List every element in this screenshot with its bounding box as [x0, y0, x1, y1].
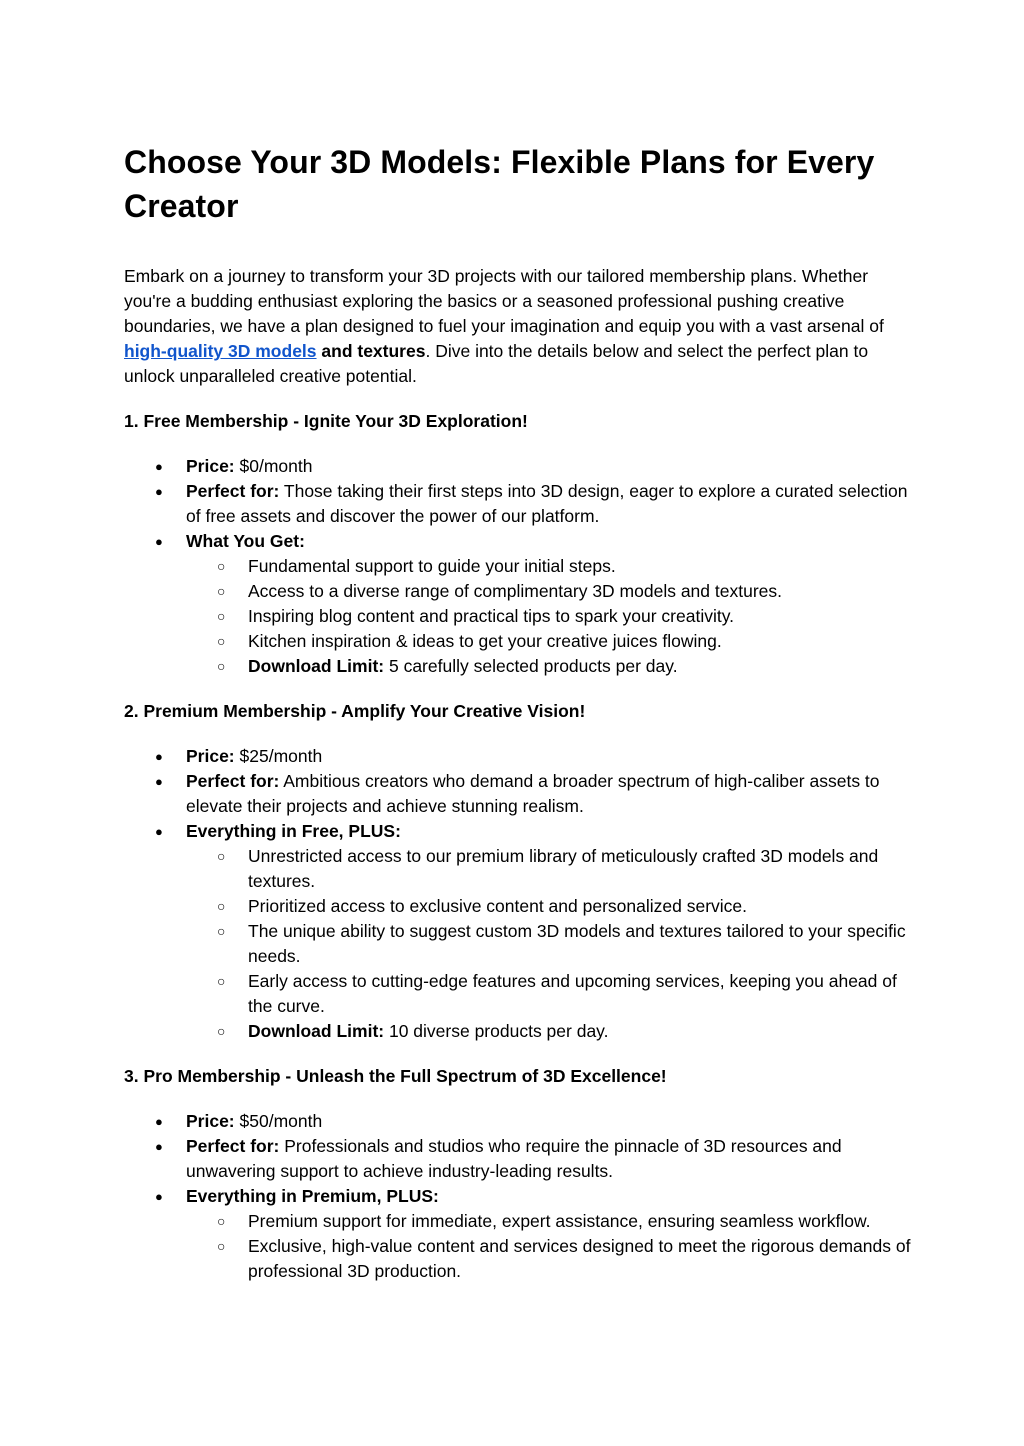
plan-heading: 2. Premium Membership - Amplify Your Creative Vision!: [124, 701, 586, 721]
plan-heading: 3. Pro Membership - Unleash the Full Spectrum of 3D Excellence!: [124, 1066, 667, 1086]
plan-heading: 1. Free Membership - Ignite Your 3D Exploration!: [124, 411, 528, 431]
download-limit-item: [248, 654, 914, 679]
features-label: Everything in Free, PLUS:: [186, 821, 401, 841]
feature-item: ○ Kitchen inspiration & ideas to get your creative juices flowing.: [248, 629, 914, 654]
price-item: [186, 744, 914, 769]
price-value: $25/month: [234, 746, 323, 766]
feature-item: ○ Access to a diverse range of complimentary 3D models and textures.: [248, 579, 914, 604]
features-list: [186, 554, 914, 679]
features-list: [186, 1209, 914, 1284]
features-item: [186, 819, 914, 1044]
perfect-for-value: Professionals and studios who require the pinnacle of 3D resources and unwavering support to achieve industry-leading results.: [186, 1136, 842, 1181]
perfect-for-item: [186, 1134, 914, 1184]
plan-details-list: [124, 454, 914, 679]
perfect-for-item: [186, 479, 914, 529]
page-title: Choose Your 3D Models: Flexible Plans for Every Creator: [124, 144, 875, 224]
price-value: $0/month: [234, 456, 313, 476]
intro-paragraph: [124, 264, 914, 389]
plan-details-list: [124, 1109, 914, 1284]
plan-free: [124, 409, 914, 679]
features-item: [186, 1184, 914, 1284]
feature-item: ○ Fundamental support to guide your initial steps.: [248, 554, 914, 579]
download-limit-item: [248, 1019, 914, 1044]
perfect-for-label: Perfect for:: [186, 481, 280, 501]
price-value: $50/month: [234, 1111, 323, 1131]
price-item: [186, 454, 914, 479]
plan-premium: [124, 699, 914, 1044]
features-list: [186, 844, 914, 1044]
feature-item: ○ Early access to cutting-edge features and upcoming services, keeping you ahead of the curve.: [248, 969, 914, 1019]
features-label: Everything in Premium, PLUS:: [186, 1186, 439, 1206]
document-page: [124, 140, 914, 1304]
perfect-for-value: Ambitious creators who demand a broader spectrum of high-caliber assets to elevate their projects and achieve stunning realism.: [186, 771, 880, 816]
intro-bold-text: and textures: [316, 341, 426, 361]
download-limit-value: 5 carefully selected products per day.: [384, 656, 678, 676]
price-label: Price:: [186, 746, 235, 766]
price-label: Price:: [186, 1111, 235, 1131]
intro-text-end: . Dive into the details below and select the perfect plan to unlock unparalleled creative potential.: [124, 341, 869, 386]
features-item: [186, 529, 914, 679]
perfect-for-item: [186, 769, 914, 819]
feature-item: ○ Unrestricted access to our premium library of meticulously crafted 3D models and textures.: [248, 844, 914, 894]
feature-item: ○ The unique ability to suggest custom 3D models and textures tailored to your specific needs.: [248, 919, 914, 969]
download-limit-label: Download Limit:: [248, 656, 385, 676]
feature-item: ○ Premium support for immediate, expert assistance, ensuring seamless workflow.: [248, 1209, 914, 1234]
perfect-for-value: Those taking their first steps into 3D design, eager to explore a curated selection of free assets and discover the power of our platform.: [186, 481, 908, 526]
price-label: Price:: [186, 456, 235, 476]
feature-item: ○ Exclusive, high-value content and services designed to meet the rigorous demands of professional 3D production.: [248, 1234, 914, 1284]
features-label: What You Get:: [186, 531, 305, 551]
download-limit-value: 10 diverse products per day.: [384, 1021, 609, 1041]
intro-text: Embark on a journey to transform your 3D projects with our tailored membership plans. Whether you're a budding enthusiast exploring the basics or a seasoned professional pushing creative boundaries, we have a plan designed to fuel your imagination and equip you with a vast arsenal of: [124, 266, 884, 336]
plan-details-list: [124, 744, 914, 1044]
high-quality-models-link[interactable]: high-quality 3D models: [124, 341, 317, 361]
price-item: [186, 1109, 914, 1134]
plan-pro: [124, 1064, 914, 1284]
feature-item: ○ Prioritized access to exclusive content and personalized service.: [248, 894, 914, 919]
perfect-for-label: Perfect for:: [186, 1136, 280, 1156]
download-limit-label: Download Limit:: [248, 1021, 385, 1041]
feature-item: ○ Inspiring blog content and practical tips to spark your creativity.: [248, 604, 914, 629]
perfect-for-label: Perfect for:: [186, 771, 280, 791]
